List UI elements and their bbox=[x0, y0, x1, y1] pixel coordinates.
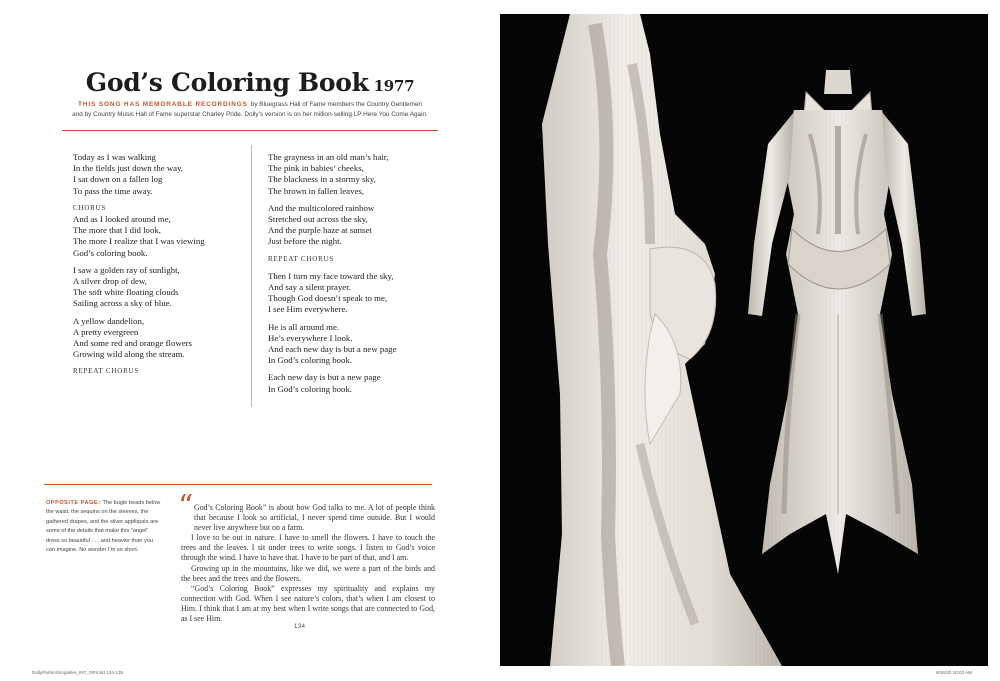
lyric-line: God’s coloring book. bbox=[73, 247, 148, 258]
lyric-stanza bbox=[268, 322, 448, 367]
lyric-line: The blackness in a stormy sky, bbox=[268, 174, 376, 185]
print-slug-left: DollyPartonSongteller_INT_OP.indd 134-135 bbox=[32, 670, 124, 675]
chorus-label: CHORUS bbox=[73, 203, 107, 212]
lyric-line: And the purple haze at sunset bbox=[268, 225, 372, 236]
lyric-line: Growing wild along the stream. bbox=[73, 349, 185, 360]
bottom-divider bbox=[44, 484, 432, 485]
lyric-stanza bbox=[268, 152, 448, 197]
lyric-line: Today as I was walking bbox=[73, 152, 156, 162]
top-divider bbox=[62, 130, 438, 131]
lyric-line: And some red and orange flowers bbox=[73, 338, 192, 349]
lyric-line: The more that I did look, bbox=[73, 225, 161, 236]
essay-paragraph: God’s Coloring Book” is about how God talks to me. A lot of people think that because I look so artificial, I never spend time outside. But I would never live anywhere but on a farm. bbox=[194, 503, 435, 533]
song-title-text: God’s Coloring Book bbox=[85, 68, 369, 97]
lyric-line: The pink in babies’ cheeks, bbox=[268, 163, 364, 174]
lyric-stanza bbox=[268, 271, 448, 316]
essay-paragraph: Growing up in the mountains, like we did, we were a part of the birds and the bees and the trees and the flowers. bbox=[181, 563, 435, 583]
lyric-line: Then I turn my face toward the sky, bbox=[268, 270, 394, 281]
lyric-stanza bbox=[73, 214, 243, 259]
lyrics-column-left bbox=[73, 152, 243, 384]
quote-mark: “ bbox=[178, 489, 194, 524]
lyric-line: The more I realize that I was viewing bbox=[73, 236, 205, 247]
print-slug-right: 6/26/20 10:03 AM bbox=[936, 670, 973, 675]
lyric-line: The brown in fallen leaves, bbox=[268, 185, 364, 196]
lyric-line: Just before the night. bbox=[268, 236, 342, 247]
lyric-line: Stretched out across the sky, bbox=[268, 214, 368, 225]
lyric-line: He is all around me. bbox=[268, 321, 340, 332]
lyric-line: In God’s coloring book. bbox=[268, 355, 353, 366]
repeat-chorus-label: REPEAT CHORUS bbox=[268, 254, 335, 263]
lyric-line: He’s everywhere I look. bbox=[268, 332, 353, 343]
caption-lead: OPPOSITE PAGE: bbox=[46, 500, 101, 506]
lyric-stanza bbox=[73, 265, 243, 310]
lyric-line: A silver drop of dew, bbox=[73, 276, 147, 287]
essay-paragraph: I love to be out in nature. I have to smell the flowers. I have to touch the trees and the leaves. I sit under trees to write songs. I listen to God’s voice through the wind. I have to have that. I have to be part of that, and I am. bbox=[181, 533, 435, 563]
lyric-stanza bbox=[268, 203, 448, 248]
lyric-line: I see Him everywhere. bbox=[268, 304, 348, 315]
lyric-line: In God’s coloring book. bbox=[268, 383, 353, 394]
lyric-line: And the multicolored rainbow bbox=[268, 202, 375, 213]
page-number: 134 bbox=[294, 624, 306, 630]
lyric-line: Each new day is but a new page bbox=[268, 372, 381, 383]
lyric-line: A pretty evergreen bbox=[73, 326, 139, 337]
intro-text: by Bluegrass Hall of Fame members the Country Gentlemen and by Country Music Hall of Fame superstar Charley Pride. Dolly’s version is on her million-selling LP Here You Come Again. bbox=[72, 101, 428, 118]
song-year: 1977 bbox=[373, 77, 415, 95]
essay-paragraph: “God’s Coloring Book” expresses my spirituality and explains my connection with God. When I see nature’s colors, that’s when I am closest to Him. I think that I am at my best when I write songs that are connected to God, as I see Him. bbox=[181, 583, 435, 624]
lyric-line: Sailing across a sky of blue. bbox=[73, 298, 172, 309]
song-title bbox=[0, 68, 500, 97]
lyric-stanza bbox=[268, 372, 448, 394]
lyric-line: I sat down on a fallen log bbox=[73, 174, 163, 185]
lyric-line: The soft white floating clouds bbox=[73, 287, 179, 298]
lyric-line: And each new day is but a new page bbox=[268, 344, 397, 355]
lyric-line: Though God doesn’t speak to me, bbox=[268, 293, 388, 304]
essay-text bbox=[181, 503, 435, 624]
intro-lead: THIS SONG HAS MEMORABLE RECORDINGS bbox=[78, 101, 248, 108]
gown-photo-illustration bbox=[500, 14, 988, 666]
intro-paragraph bbox=[72, 100, 428, 120]
lyric-stanza bbox=[73, 152, 243, 197]
repeat-chorus-label: REPEAT CHORUS bbox=[73, 367, 140, 376]
caption-text: The bugle beads below the waist, the sequins on the sleeves, the gathered drapes, and the silver appliqués are some of the details that make this “angel” dress so beautiful . . . and heavier than you can imagine. No wonder I’m so short. bbox=[46, 500, 161, 554]
lyric-line: I saw a golden ray of sunlight, bbox=[73, 264, 180, 275]
lyric-stanza bbox=[73, 316, 243, 361]
lyrics-column-right bbox=[268, 152, 448, 401]
column-divider bbox=[251, 145, 252, 407]
lyric-line: To pass the time away. bbox=[73, 185, 153, 196]
lyric-line: And say a silent prayer. bbox=[268, 282, 351, 293]
lyric-line: In the fields just down the way, bbox=[73, 163, 184, 174]
lyric-line: The grayness in an old man’s hair, bbox=[268, 152, 389, 162]
photo-caption bbox=[46, 499, 162, 555]
lyric-line: A yellow dandelion, bbox=[73, 315, 145, 326]
gown-photo bbox=[500, 14, 988, 666]
lyric-line: And as I looked around me, bbox=[73, 214, 171, 225]
